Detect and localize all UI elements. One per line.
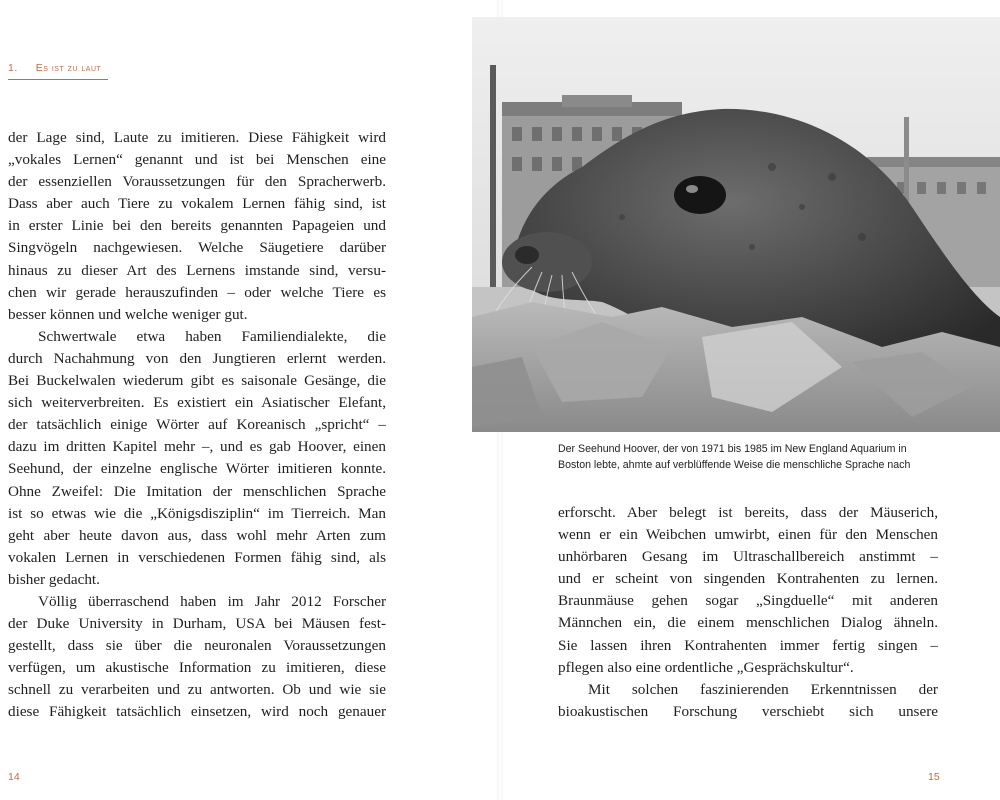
text-line: besser können und welche weniger gut.: [8, 305, 248, 323]
text-line: Braunmäuse gehen sogar „Singduelle“ mit anderen: [558, 592, 938, 610]
text-line: der Lage sind, Laute zu imitieren. Diese Fähigkeit wird: [8, 129, 386, 146]
text-line: diese Fähigkeit tatsächlich einsetzen, wird noch genauer: [8, 703, 386, 721]
text-line: vokalen Lernen in verschiedenen Formen fähig sind, als: [8, 548, 386, 566]
seal-photo: [472, 17, 1000, 432]
text-line: Schwertwale etwa haben Familiendialekte, die: [38, 327, 386, 345]
caption-line: Boston lebte, ahmte auf verblüffende Weise die menschliche Sprache nach: [558, 459, 911, 471]
text-line: hinaus zu dieser Art des Lernens imstande sind, versu-: [8, 261, 386, 279]
text-line: durch Nachahmung von den Jungtieren erlernt werden.: [8, 349, 386, 367]
photo-caption: [558, 441, 958, 473]
text-line: Sie lassen ihren Kontrahenten immer fertig singen –: [558, 636, 938, 654]
text-line: in erster Linie bei den bereits genannten Papageien und: [8, 217, 386, 235]
text-line: Mit solchen faszinierenden Erkenntnissen der: [588, 680, 938, 698]
right-body-text: [558, 502, 938, 723]
text-line: verfügen, um akustische Information zu imitieren, diese: [8, 659, 386, 677]
text-line: bisher gedacht.: [8, 570, 100, 588]
text-line: dazu im dritten Kapitel mehr –, und es gab Hoover, einen: [8, 438, 386, 456]
text-line: sich weiterverbreiten. Es existiert ein Asiatischer Elefant,: [8, 394, 386, 412]
chapter-title: Es ist zu laut: [35, 62, 102, 74]
text-line: der tatsächlich einige Wörter auf Koreanisch „spricht“ –: [8, 416, 386, 434]
running-head: [8, 62, 108, 80]
text-line: pflegen also eine ordentliche „Gesprächskultur“.: [558, 658, 854, 676]
page-number-right: 15: [928, 771, 940, 783]
text-line: Bei Buckelwalen wiederum gibt es saisonale Gesänge, die: [8, 372, 386, 390]
text-line: Dass aber auch Tiere zu vokalem Lernen fähig sind, ist: [8, 195, 386, 213]
text-line: und er scheint von singenden Kontrahenten zu lernen.: [558, 570, 938, 588]
text-line: Seehund, der einzelne englische Wörter imitieren konnte.: [8, 460, 386, 478]
text-line: schnell zu verarbeiten und zu antworten. Ob und wie sie: [8, 681, 386, 699]
text-line: geht aber heute davon aus, dass wohl mehr Arten zum: [8, 526, 386, 544]
text-line: Völlig überraschend haben im Jahr 2012 Forscher: [38, 592, 386, 610]
text-line: erforscht. Aber belegt ist bereits, dass der Mäuserich,: [558, 504, 938, 521]
text-line: ist so etwas wie die „Königsdisziplin“ im Tierreich. Man: [8, 504, 386, 522]
text-line: Singvögeln nachgewiesen. Welche Säugetiere darüber: [8, 239, 386, 257]
page-number-left: 14: [8, 771, 20, 783]
left-body-text: [8, 127, 386, 724]
text-line: bioakustischen Forschung verschiebt sich unsere: [558, 702, 938, 720]
caption-line: Der Seehund Hoover, der von 1971 bis 1985 im New England Aquarium in: [558, 443, 907, 455]
text-line: unhörbaren Gesang im Ultraschallbereich anstimmt –: [558, 548, 938, 566]
text-line: chen wir gerade herauszufinden – oder welche Tiere es: [8, 283, 386, 301]
text-line: Männchen ein, die einem menschlichen Dialog ähneln.: [558, 614, 938, 632]
text-line: Ohne Zweifel: Die Imitation der menschlichen Sprache: [8, 482, 386, 500]
text-line: „vokales Lernen“ genannt und ist bei Menschen eine: [8, 151, 386, 169]
text-line: gestellt, dass sie über die neuronalen Voraussetzungen: [8, 637, 386, 655]
chapter-number: 1.: [8, 62, 18, 74]
text-line: wenn er ein Weibchen umwirbt, einen für den Menschen: [558, 526, 938, 544]
text-line: der essenziellen Voraussetzungen für den Spracherwerb.: [8, 173, 386, 191]
text-line: der Duke University in Durham, USA bei Mäusen fest-: [8, 615, 386, 633]
